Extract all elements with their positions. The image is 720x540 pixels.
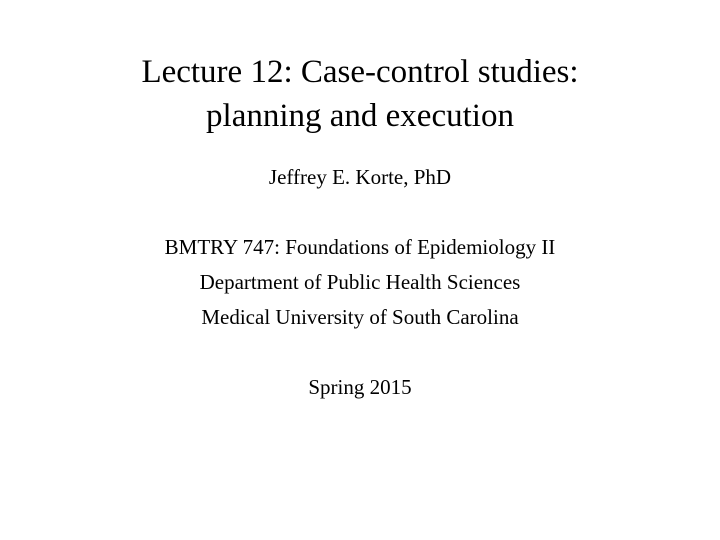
term: Spring 2015 bbox=[308, 375, 412, 399]
spacer bbox=[40, 195, 680, 230]
spacer bbox=[40, 335, 680, 370]
title-line-2: planning and execution bbox=[206, 98, 514, 134]
title-line-1: Lecture 12: Case-control studies: bbox=[141, 54, 579, 90]
author-name: Jeffrey E. Korte, PhD bbox=[268, 165, 452, 189]
course-name: BMTRY 747: Foundations of Epidemiology II bbox=[164, 235, 556, 259]
subtitle-block bbox=[40, 160, 680, 405]
department-name: Department of Public Health Sciences bbox=[199, 270, 521, 294]
slide-title bbox=[40, 50, 680, 138]
university-name: Medical University of South Carolina bbox=[201, 305, 519, 329]
